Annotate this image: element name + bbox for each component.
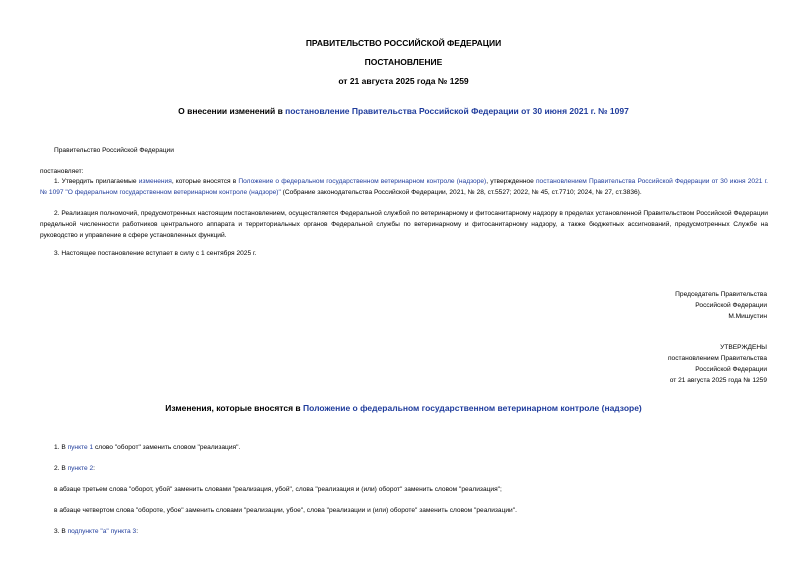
- change-3: [54, 526, 138, 537]
- change-1-text-b: слово "оборот" заменить словом "реализация".: [93, 444, 241, 451]
- change-1-text-a: 1. В: [54, 444, 68, 451]
- decree-1097-link[interactable]: постановлением Правительства Российской Федерации от 30 июня 2021 г. № 1097 "О федеральном государственном ветеринарном контроле (надзоре)": [40, 178, 769, 196]
- changes-title-link[interactable]: Положение о федеральном государственном ветеринарном контроле (надзоре): [303, 403, 642, 413]
- point-2-link[interactable]: пункте 2: [67, 465, 94, 472]
- approved-block: [668, 342, 767, 386]
- document-date-number: от 21 августа 2025 года № 1259: [338, 76, 469, 86]
- change-2-paragraph-4: в абзаце четвертом слова "обороте, убое" заменить словами "реализации, убое", слова "реализации и (или) обороте" заменить словом "реализации".: [54, 507, 517, 514]
- change-2-text-b: :: [93, 465, 95, 472]
- signature-position: Председатель Правительства: [675, 291, 767, 298]
- approved-country: Российской Федерации: [695, 366, 767, 373]
- item-1-text-b: , которые вносятся в: [171, 178, 239, 185]
- change-2-paragraph-3: в абзаце третьем слова "оборот, убой" заменить словами "реализация, убой", слова "реализация и (или) оборот" заменить словом "реализация";: [54, 486, 502, 493]
- item-1-paragraph: [40, 176, 768, 198]
- item-1-text-c: , утвержденное: [486, 178, 536, 185]
- title-decree-link[interactable]: постановление Правительства Российской Федерации от 30 июня 2021 г. № 1097: [285, 106, 629, 116]
- change-2: [54, 463, 95, 474]
- signature-block: [675, 289, 767, 322]
- changes-link[interactable]: изменения: [138, 178, 172, 185]
- document-title: [0, 106, 807, 116]
- government-heading: ПРАВИТЕЛЬСТВО РОССИЙСКОЙ ФЕДЕРАЦИИ: [305, 38, 502, 48]
- item-1-text-a: 1. Утвердить прилагаемые: [54, 178, 139, 185]
- approved-date: от 21 августа 2025 года № 1259: [669, 377, 767, 384]
- document-type: ПОСТАНОВЛЕНИЕ: [364, 57, 443, 67]
- approved-heading: УТВЕРЖДЕНЫ: [720, 344, 767, 351]
- subpoint-a-point-3-link[interactable]: подпункте "а" пункта 3: [67, 528, 137, 535]
- signature-name: М.Мишустин: [728, 313, 767, 320]
- change-3-text-a: 3. В: [54, 528, 68, 535]
- item-2-paragraph: 2. Реализация полномочий, предусмотренных настоящим постановлением, осуществляется Федеральной службой по ветеринарному и фитосанитарному надзору в пределах установленной Правительством Российской Федерации предельной численности работников центрального аппарата и территориальных органов Федеральной службы по ветеринарному и фитосанитарному надзору, а также бюджетных ассигнований, предусмотренных Службе на руководство и управление в сфере установленных функций.: [40, 210, 768, 239]
- regulation-link[interactable]: Положение о федеральном государственном ветеринарном контроле (надзоре): [238, 178, 487, 185]
- approved-by: постановлением Правительства: [667, 355, 767, 362]
- document-title-prefix: О внесении изменений в: [178, 106, 286, 116]
- changes-title: [0, 403, 807, 413]
- signature-country: Российской Федерации: [695, 302, 767, 309]
- changes-title-prefix: Изменения, которые вносятся в: [165, 403, 303, 413]
- item-3-paragraph: 3. Настоящее постановление вступает в силу с 1 сентября 2025 г.: [54, 250, 257, 257]
- decides-text: постановляет:: [40, 168, 84, 175]
- point-1-link[interactable]: пункте 1: [67, 444, 94, 451]
- change-2-text-a: 2. В: [54, 465, 68, 472]
- item-1-text-d: (Собрание законодательства Российской Федерации, 2021, № 28, ст.5527; 2022, № 45, ст.7710; 2024, № 27, ст.3836).: [280, 189, 642, 196]
- change-1: [54, 442, 240, 453]
- change-3-text-b: :: [136, 528, 139, 535]
- government-name: Правительство Российской Федерации: [54, 147, 174, 154]
